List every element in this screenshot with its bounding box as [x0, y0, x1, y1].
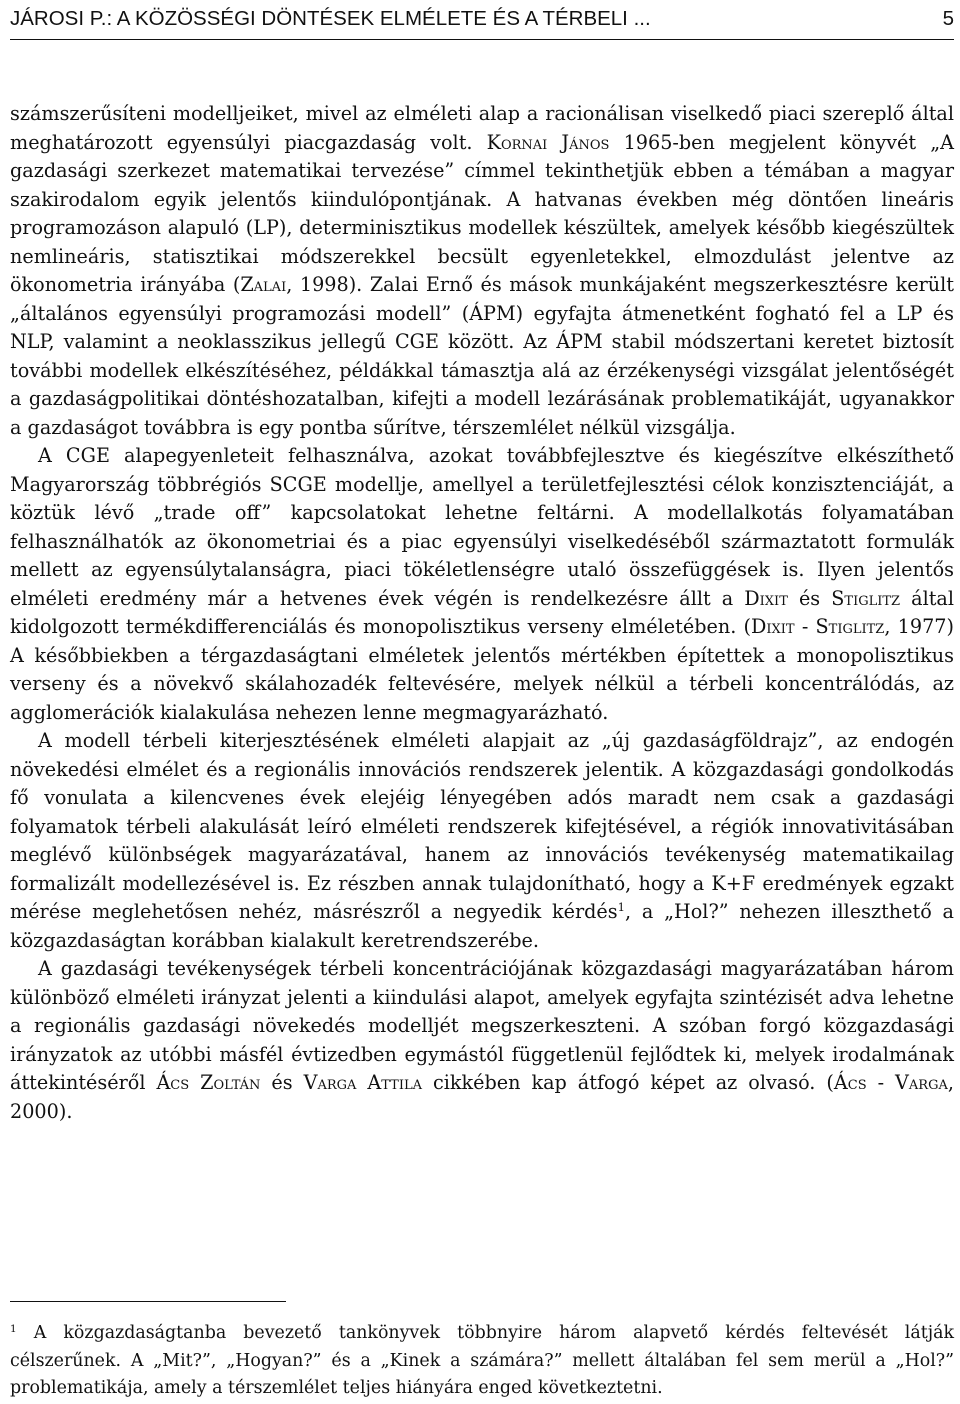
- author-name: Stiglitz: [831, 586, 901, 610]
- running-header: [10, 6, 954, 40]
- text-run: A modell térbeli kiterjesztésének elméleti alapjait az „új gazdaságföldrajz”, az endogén növekedési elmélet és a regionális innovációs rendszerek jelentik. A közgazdasági gondolkodás fő vonulata a kilencvenes évek elejéig lényegében adós maradt nem csak a gazdasági folyamatok térbeli alakulását leíró elméleti rendszerek kifejtésével, a régiók innovativitásában meglévő különbségek magyarázatával, hanem az innovációs tevékenység matematikailag formalizált modellezésével is. Ez részben annak tulajdonítható, hogy a K+F eredmények egzakt mérése meglehetősen nehéz, másrészről a negyedik kérdés: [10, 729, 954, 923]
- text-run: A gazdasági tevékenységek térbeli koncentrációjának közgazdasági magyarázatában három különböző elméleti irányzat jelenti a kiindulási alapot, amelyek egyfajta szintézisét adva lehetne a regionális gazdasági növekedés modelljét megszerkeszteni. A szóban forgó közgazdasági irányzatok az utóbbi másfél évtizedben egymástól függetlenül fejlődtek ki, melyek irodalmának áttekintéséről: [10, 957, 954, 1094]
- text-run: számszerűsíteni modelljeiket, mivel az elméleti alap a racionálisan viselkedő piaci szereplő által meghatározott egyensúlyi piacgazdaság volt.: [10, 102, 954, 154]
- page-number: 5: [942, 7, 954, 30]
- text-run: által kidolgozott termékdifferenciálás és monopolisztikus verseny elméletében. (: [10, 586, 955, 638]
- paragraph-1: [10, 100, 954, 442]
- author-name: Zalai: [240, 273, 287, 296]
- author-name: Kornai János: [486, 130, 610, 154]
- author-name: Ács - Varga: [833, 1071, 948, 1094]
- author-name: Ács Zoltán: [156, 1071, 261, 1094]
- text-run: , 1977) A későbbiekben a térgazdaságtani elméletek jelentős mértékben építettek a monopolisztikus verseny és a növekvő skálahozadék feltevésére, melyek nélkül a térbeli koncentrálódás, az agglomerációk kialakulása nehezen lenne megmagyarázható.: [10, 615, 954, 724]
- text-run: , a „Hol?” nehezen illeszthető a közgazdaságtan korábban kialakult keretrendszerébe.: [10, 900, 954, 952]
- text-run: , 2000).: [10, 1071, 954, 1123]
- author-name: Dixit: [744, 586, 788, 610]
- text-run: , 1998). Zalai Ernő és mások munkájaként megszerkesztésre került „általános egyensúlyi programozási modell” (ÁPM) egyfajta átmenetként fogható fel a LP és NLP, valamint a neoklasszikus jellegű CGE között. Az ÁPM stabil módszertani keretet biztosít további modellek elkészítéséhez, példákkal támasztja alá az érzékenységi vizsgálat jelentőségét a gazdaságpolitikai döntéshozatalban, kifejti a modell lezárásának problematikáját, ugyanakkor a gazdaságot továbbra is egy pontba sűrítve, térszemlélet nélkül vizsgálja.: [10, 273, 954, 439]
- footnote-rule: [10, 1301, 286, 1302]
- text-run: A közgazdaságtanba bevezető tankönyvek többnyire három alapvető kérdés feltevését látják célszerűnek. A „Mit?”, „Hogyan?” és a „Kinek a számára?” mellett általában fel sem merül a „Hol?” problematikája, amely a térszemlélet teljes hiányára enged következtetni.: [10, 1323, 954, 1398]
- author-name: Varga Attila: [303, 1071, 423, 1094]
- text-run: 1965-ben megjelent könyvét „A gazdasági szerkezet matematikai tervezése” címmel tekinthetjük ebben a témában a magyar szakirodalom egyik jelentős kiindulópontjának. A hatvanas években még döntően lineáris programozáson alapuló (LP), determinisztikus modellek készültek, amelyek később kiegészültek nemlineáris, statisztikai módszerekkel becsült egyenletekkel, elmozdulást jelentve az ökonometria irányába (: [10, 130, 955, 296]
- paragraph-4: [10, 955, 954, 1126]
- text-run: cikkében kap átfogó képet az olvasó. (: [422, 1071, 834, 1094]
- running-header-title: JÁROSI P.: A KÖZÖSSÉGI DÖNTÉSEK ELMÉLETE ÉS A TÉRBELI ...: [10, 7, 651, 30]
- footnote-marker: 1: [617, 900, 625, 915]
- footnote: [10, 1320, 954, 1403]
- paragraph-2: [10, 442, 954, 727]
- author-name: Dixit - Stiglitz: [751, 615, 885, 638]
- body-text: [10, 100, 954, 1126]
- text-run: A CGE alapegyenleteit felhasználva, azokat továbbfejlesztve és kiegészítve elkészíthető Magyarország többrégiós SCGE modellje, amellyel a területfejlesztési célok konzisztenciáját, a köztük lévő „trade off” kapcsolatokat lehetne feltárni. A modellalkotás folyamatában felhasználhatók az ökonometriai és a piac egyensúlyi viselkedéséből származtatott formulák mellett az egyensúlytalanságra, piaci tökéletlenségre utaló összefüggések is. Ilyen jelentős elméleti eredmény már a hetvenes évek végén is rendelkezésre állt a: [10, 444, 954, 610]
- text-run: és: [787, 586, 832, 610]
- paragraph-3: [10, 727, 954, 955]
- text-run: és: [260, 1071, 304, 1094]
- footnote-marker: 1: [10, 1322, 17, 1335]
